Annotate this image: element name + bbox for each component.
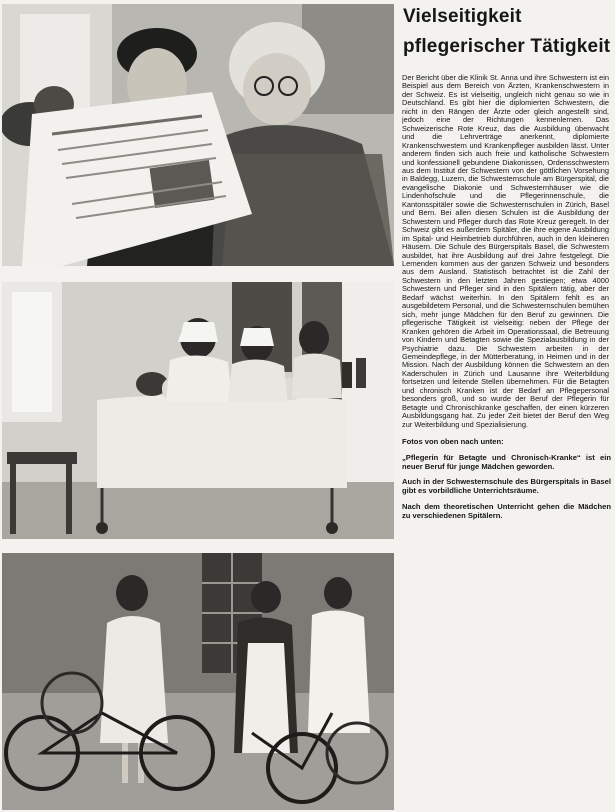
photo-3-image bbox=[2, 553, 394, 810]
caption-photo-2: Auch in der Schwesternschule des Bürgerspitals in Basel gibt es vorbildliche Unterrichtsräume. bbox=[402, 477, 611, 496]
article-body bbox=[402, 74, 611, 429]
photo-nurses-with-bicycles bbox=[2, 553, 394, 810]
photo-nurse-reading-with-elderly-woman bbox=[2, 4, 394, 266]
photo-2-image bbox=[2, 282, 394, 539]
article-title-line1: Vielseitigkeit bbox=[403, 6, 522, 27]
caption-photo-3: Nach dem theoretischen Unterricht gehen die Mädchen zu verschiedenen Spitälern. bbox=[402, 502, 611, 520]
article-title-line2: pflegerischer Tätigkeit bbox=[403, 36, 611, 57]
photo-nursing-school-classroom bbox=[2, 282, 394, 539]
article-body-paragraph: Der Bericht über die Klinik St. Anna und ihre Schwestern ist ein Beispiel aus dem Bereich von Ärzten, Krankenschwestern in der Schweiz. Es ist vielseitig, ungleich nicht genau so wie in Deutschland. Es gibt hier die diplomierten Schwestern, die nicht in den Rängen der Ärzte oder gleich angestellt sind, jedoch eine der Richtungen kennenlernen. Das Schweizerische Rote Kreuz, das die Ausbildung überwacht und die Lehrverträge anerkennt, diplomierte Krankenschwestern und Krankenpfleger ausbilden lässt. Unter anderem finden sich auch freie und katholische Schwestern und konfessionell gebundene Diakonissen, Ordensschwestern aus dem Institut der Schwestern von der göttlichen Vorsehung in Baldegg, Luzern, die Schwesternschule am Bürgerspital, die evangelische Diakonie und Schwesternhäuser wie die Lindenhofschule und die Pflegerinnenschule, die Kantonsspitäler sowie die Schwesternschulen in Zürich, Basel und Bern. Bei allen diesen Schulen ist die Ausbildung der Schwestern und Pfleger durch das Rote Kreuz geregelt. In der Schweiz gibt es außerdem Spitäler, die ihre eigene Ausbildung im Spital- und Heimbetrieb durchführen, auch in den kleineren Häusern. Die Schule des Bürgerspitals Basel, die Schwestern ausbildet, hat ihre Ausbildung auf drei Jahre festgelegt. Die Lernenden kommen aus der ganzen Schweiz und besonders aus dem Ausland. Statistisch betrachtet ist die Zahl der Schwestern in den letzten Jahren gestiegen; etwa 4000 Schwestern und Pfleger sind in den Spitälern tätig, aber der Bedarf wächst weiterhin. In den Spitälern fehlt es an ausgebildetem Personal, und die Schwesternschulen bemühen sich, mehr junge Mädchen für den Beruf zu gewinnen. Die pflegerische Tätigkeit ist vielseitig: neben der Pflege der Kranken gehören die Arbeit im Operationssaal, die Betreuung von Kindern und Betagten sowie die Spezialausbildung in der Psychiatrie dazu. Die Schwestern arbeiten in der Gemeindepflege, in der Mütterberatung, in Heimen und in der Mission. Nach der Ausbildung können die Schwestern an den Kaderschulen in Zürich und Lausanne ihre Weiterbildung fortsetzen und leitende Stellen übernehmen. Für die Betagten und chronisch Kranken ist der Bedarf an Pflegepersonal besonders groß, und so wurde der Beruf der Pflegerin für Betagte und Chronischkranke geschaffen, der einen kürzeren Ausbildungsgang hat. Zu jeder Zeit bietet der Beruf den Weg zur Weiterbildung und Spezialisierung. bbox=[402, 73, 609, 429]
caption-photo-1: „Pflegerin für Betagte und Chronisch-Kranke“ ist ein neuer Beruf für junge Mädchen geworden. bbox=[402, 452, 611, 471]
article-column bbox=[402, 0, 611, 812]
photo-1-image bbox=[2, 4, 394, 266]
captions-header: Fotos von oben nach unten: bbox=[402, 437, 504, 447]
